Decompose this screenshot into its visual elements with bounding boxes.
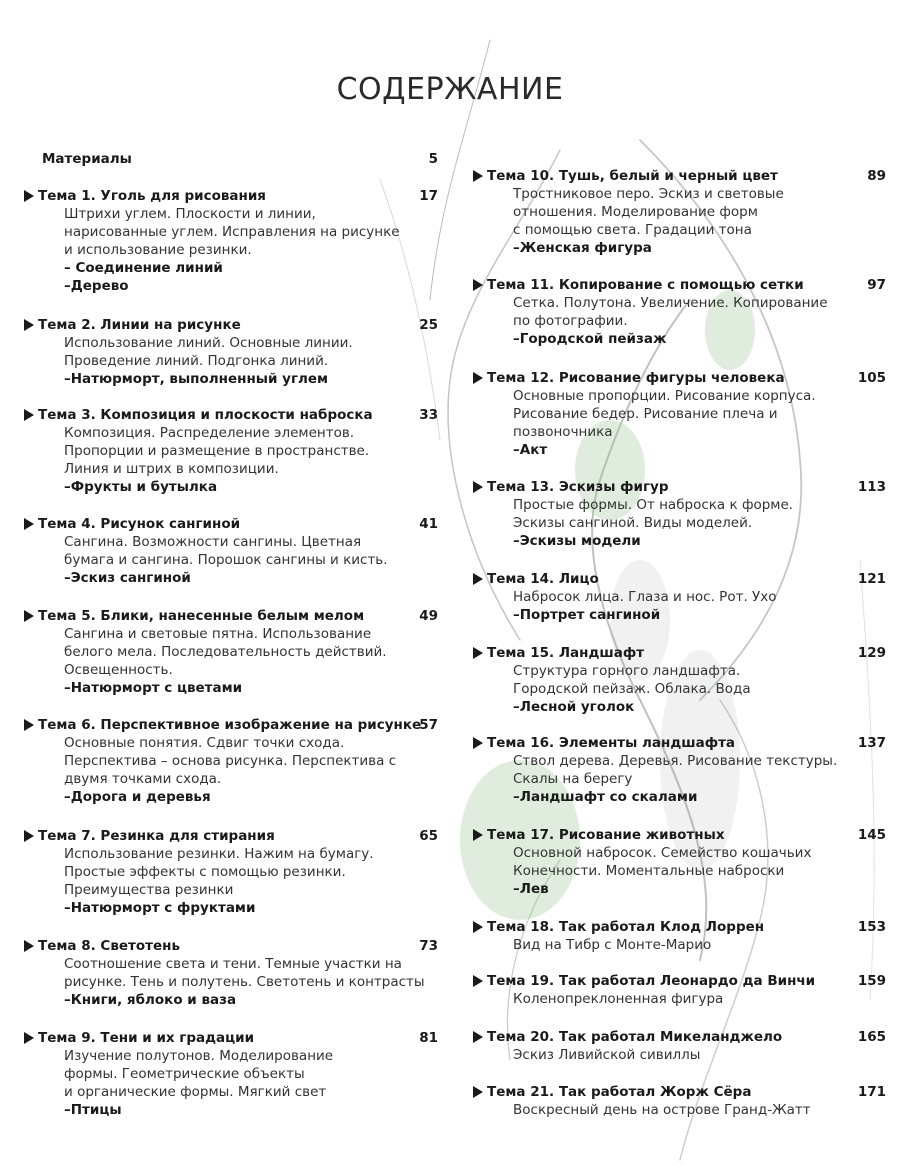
toc-topic-title-text: Тема 3. Композиция и плоскости наброска — [38, 407, 373, 423]
toc-topic-description: Освещенность. — [64, 662, 173, 678]
toc-page-number: 121 — [857, 571, 886, 587]
right-topic-5[interactable] — [487, 570, 886, 624]
toc-topic-description: Тростниковое перо. Эскиз и световые — [513, 186, 784, 202]
toc-topic-title-text: Тема 4. Рисунок сангиной — [38, 516, 241, 532]
toc-topic-description: Сангина и световые пятна. Использование — [64, 626, 372, 642]
toc-topic-description: Проведение линий. Подгонка линий. — [64, 353, 329, 369]
toc-topic-example: –Дерево — [64, 278, 129, 294]
toc-topic-title-text: Тема 20. Так работал Микеланджело — [487, 1029, 783, 1045]
toc-topic-description: Линия и штрих в композиции. — [64, 461, 279, 477]
toc-topic-title-text: Тема 19. Так работал Леонардо да Винчи — [487, 973, 816, 989]
play-arrow-icon — [473, 1031, 483, 1043]
toc-topic-title — [487, 167, 784, 185]
toc-topic-description: двумя точками схода. — [64, 771, 222, 787]
left-topic-5[interactable] — [38, 607, 438, 697]
toc-topic-title-text: Тема 10. Тушь, белый и черный цвет — [487, 168, 778, 184]
toc-page-number: 137 — [857, 735, 886, 751]
toc-topic-title-text: Тема 14. Лицо — [487, 571, 599, 587]
left-topic-8[interactable] — [38, 937, 438, 1009]
toc-page-number: 105 — [857, 370, 886, 386]
play-arrow-icon — [473, 975, 483, 987]
toc-page-number: 25 — [419, 317, 438, 333]
toc-topic-example: –Городской пейзаж — [513, 331, 667, 347]
toc-page-number: 97 — [867, 277, 886, 293]
toc-topic-title — [487, 972, 815, 990]
toc-topic-description: белого мела. Последовательность действий. — [64, 644, 387, 660]
toc-materials-label: Материалы — [42, 151, 132, 167]
toc-topic-description: Основные пропорции. Рисование корпуса. — [513, 388, 816, 404]
toc-page-number: 145 — [857, 827, 886, 843]
toc-topic-title — [38, 1029, 333, 1047]
toc-topic-description: Эскизы сангиной. Виды моделей. — [513, 515, 753, 531]
toc-topic-description: Воскресный день на острове Гранд-Жатт — [513, 1102, 811, 1118]
play-arrow-icon — [24, 719, 34, 731]
toc-topic-description: Набросок лица. Глаза и нос. Рот. Ухо — [513, 589, 777, 605]
left-topic-7[interactable] — [38, 827, 438, 917]
toc-page-number: 49 — [419, 608, 438, 624]
toc-page-number: 129 — [857, 645, 886, 661]
play-arrow-icon — [24, 940, 34, 952]
toc-topic-title — [38, 716, 421, 734]
toc-topic-example: –Дорога и деревья — [64, 789, 211, 805]
toc-topic-example: –Натюрморт с фруктами — [64, 900, 256, 916]
toc-topic-example: –Фрукты и бутылка — [64, 479, 218, 495]
toc-topic-title — [38, 406, 373, 424]
toc-topic-description: Соотношение света и тени. Темные участки на — [64, 956, 402, 972]
right-topic-11[interactable] — [487, 1028, 886, 1064]
right-topic-8[interactable] — [487, 826, 886, 898]
toc-topic-description: Скалы на берегу — [513, 771, 633, 787]
play-arrow-icon — [473, 829, 483, 841]
toc-topic-description: Структура горного ландшафта. — [513, 663, 741, 679]
toc-topic-title-text: Тема 1. Уголь для рисования — [38, 188, 266, 204]
toc-topic-title-text: Тема 15. Ландшафт — [487, 645, 645, 661]
toc-topic-description: формы. Геометрические объекты — [64, 1066, 305, 1082]
toc-topic-description: Сангина. Возможности сангины. Цветная — [64, 534, 362, 550]
toc-topic-title — [487, 570, 777, 588]
toc-topic-title-text: Тема 5. Блики, нанесенные белым мелом — [38, 608, 365, 624]
toc-topic-example: – Соединение линий — [64, 260, 223, 276]
play-arrow-icon — [473, 170, 483, 182]
toc-topic-title-text: Тема 8. Светотень — [38, 938, 180, 954]
play-arrow-icon — [24, 830, 34, 842]
play-arrow-icon — [473, 481, 483, 493]
toc-topic-example: –Акт — [513, 442, 548, 458]
left-topic-1[interactable] — [38, 187, 438, 295]
toc-topic-title-text: Тема 7. Резинка для стирания — [38, 828, 275, 844]
play-arrow-icon — [24, 190, 34, 202]
right-topic-10[interactable] — [487, 972, 886, 1008]
toc-topic-description: Использование линий. Основные линии. — [64, 335, 353, 351]
toc-topic-title — [38, 607, 387, 625]
toc-topic-description: Рисование бедер. Рисование плеча и — [513, 406, 778, 422]
play-arrow-icon — [24, 610, 34, 622]
right-topic-1[interactable] — [487, 167, 886, 257]
toc-topic-description: Эскиз Ливийской сивиллы — [513, 1047, 701, 1063]
toc-topic-description: Городской пейзаж. Облака. Вода — [513, 681, 751, 697]
toc-topic-description: Композиция. Распределение элементов. — [64, 425, 355, 441]
toc-topic-description: и использование резинки. — [64, 242, 252, 258]
left-topic-3[interactable] — [38, 406, 438, 496]
toc-page-number: 57 — [419, 717, 438, 733]
toc-topic-title-text: Тема 2. Линии на рисунке — [38, 317, 241, 333]
toc-topic-description: Перспектива – основа рисунка. Перспектива с — [64, 753, 397, 769]
toc-topic-title-text: Тема 18. Так работал Клод Лоррен — [487, 919, 765, 935]
toc-topic-title — [487, 826, 811, 844]
toc-page-number: 33 — [419, 407, 438, 423]
toc-topic-description: по фотографии. — [513, 313, 628, 329]
toc-page-number: 17 — [419, 188, 438, 204]
toc-topic-title-text: Тема 13. Эскизы фигур — [487, 479, 669, 495]
toc-topic-title — [38, 515, 388, 533]
toc-page-number: 65 — [419, 828, 438, 844]
toc-topic-description: Основные понятия. Сдвиг точки схода. — [64, 735, 345, 751]
toc-topic-title — [487, 1028, 782, 1046]
toc-topic-title — [487, 734, 837, 752]
toc-topic-title — [38, 187, 400, 205]
toc-page-number: 89 — [867, 168, 886, 184]
play-arrow-icon — [473, 921, 483, 933]
toc-page-number: 171 — [857, 1084, 886, 1100]
toc-topic-description: Простые эффекты с помощью резинки. — [64, 864, 346, 880]
toc-topic-description: Ствол дерева. Деревья. Рисование текстуры. — [513, 753, 838, 769]
toc-topic-example: –Лесной уголок — [513, 699, 635, 715]
toc-topic-example: –Портрет сангиной — [513, 607, 661, 623]
toc-page-number: 73 — [419, 938, 438, 954]
toc-topic-title — [38, 937, 425, 955]
toc-page-number: 165 — [857, 1029, 886, 1045]
toc-topic-title — [487, 1083, 811, 1101]
toc-topic-description: Коленопреклоненная фигура — [513, 991, 724, 1007]
toc-topic-title-text: Тема 17. Рисование животных — [487, 827, 725, 843]
toc-topic-title-text: Тема 16. Элементы ландшафта — [487, 735, 736, 751]
play-arrow-icon — [473, 1086, 483, 1098]
play-arrow-icon — [24, 319, 34, 331]
toc-topic-title — [487, 369, 816, 387]
left-topic-9[interactable] — [38, 1029, 438, 1119]
toc-topic-title — [487, 478, 793, 496]
toc-topic-example: –Эскиз сангиной — [64, 570, 191, 586]
left-topic-2[interactable] — [38, 316, 438, 388]
toc-topic-description: отношения. Моделирование форм — [513, 204, 758, 220]
toc-item-materials[interactable] — [42, 150, 438, 168]
toc-topic-example: –Лев — [513, 881, 549, 897]
right-topic-4[interactable] — [487, 478, 886, 550]
right-topic-7[interactable] — [487, 734, 886, 806]
play-arrow-icon — [473, 372, 483, 384]
toc-topic-description: Штрихи углем. Плоскости и линии, — [64, 206, 316, 222]
toc-topic-example: –Эскизы модели — [513, 533, 641, 549]
right-topic-9[interactable] — [487, 918, 886, 954]
toc-topic-example: –Женская фигура — [513, 240, 652, 256]
toc-topic-description: нарисованные углем. Исправления на рисунке — [64, 224, 400, 240]
toc-topic-description: бумага и сангина. Порошок сангины и кисть. — [64, 552, 388, 568]
toc-topic-description: Пропорции и размещение в пространстве. — [64, 443, 370, 459]
toc-topic-example: –Книги, яблоко и ваза — [64, 992, 237, 1008]
toc-topic-description: Конечности. Моментальные наброски — [513, 863, 785, 879]
toc-page-number: 41 — [419, 516, 438, 532]
play-arrow-icon — [473, 647, 483, 659]
toc-topic-description: позвоночника — [513, 424, 613, 440]
right-topic-3[interactable] — [487, 369, 886, 459]
toc-topic-example: –Натюрморт, выполненный углем — [64, 371, 329, 387]
toc-topic-title — [487, 918, 764, 936]
toc-page-number: 113 — [857, 479, 886, 495]
play-arrow-icon — [24, 518, 34, 530]
toc-topic-title-text: Тема 11. Копирование с помощью сетки — [487, 277, 804, 293]
toc-page-number: 153 — [857, 919, 886, 935]
toc-topic-description: рисунке. Тень и полутень. Светотень и контрасты — [64, 974, 425, 990]
toc-page-number: 5 — [428, 151, 438, 167]
right-topic-12[interactable] — [487, 1083, 886, 1119]
toc-topic-title-text: Тема 9. Тени и их градации — [38, 1030, 255, 1046]
toc-topic-title — [487, 276, 828, 294]
toc-topic-description: Простые формы. От наброска к форме. — [513, 497, 794, 513]
toc-topic-description: Сетка. Полутона. Увеличение. Копирование — [513, 295, 828, 311]
page-title: СОДЕРЖАНИЕ — [336, 72, 564, 107]
right-topic-6[interactable] — [487, 644, 886, 716]
left-topic-4[interactable] — [38, 515, 438, 587]
toc-topic-title-text: Тема 12. Рисование фигуры человека — [487, 370, 785, 386]
toc-topic-title-text: Тема 21. Так работал Жорж Сёра — [487, 1084, 752, 1100]
toc-topic-description: Изучение полутонов. Моделирование — [64, 1048, 334, 1064]
toc-topic-title-text: Тема 6. Перспективное изображение на рисунке — [38, 717, 422, 733]
toc-topic-example: –Натюрморт с цветами — [64, 680, 243, 696]
toc-topic-description: Использование резинки. Нажим на бумагу. — [64, 846, 374, 862]
play-arrow-icon — [473, 737, 483, 749]
toc-topic-example: –Ландшафт со скалами — [513, 789, 698, 805]
toc-topic-description: Основной набросок. Семейство кошачьих — [513, 845, 812, 861]
toc-topic-title — [487, 644, 751, 662]
play-arrow-icon — [473, 279, 483, 291]
left-topic-6[interactable] — [38, 716, 438, 806]
right-topic-2[interactable] — [487, 276, 886, 348]
toc-page-number: 81 — [419, 1030, 438, 1046]
play-arrow-icon — [24, 1032, 34, 1044]
toc-topic-title — [38, 827, 374, 845]
toc-page-number: 159 — [857, 973, 886, 989]
toc-topic-title — [38, 316, 353, 334]
toc-topic-example: –Птицы — [64, 1102, 122, 1118]
toc-topic-description: с помощью света. Градации тона — [513, 222, 752, 238]
play-arrow-icon — [24, 409, 34, 421]
toc-topic-description: Вид на Тибр с Монте-Марио — [513, 937, 712, 953]
play-arrow-icon — [473, 573, 483, 585]
toc-topic-description: Преимущества резинки — [64, 882, 234, 898]
toc-topic-description: и органические формы. Мягкий свет — [64, 1084, 327, 1100]
